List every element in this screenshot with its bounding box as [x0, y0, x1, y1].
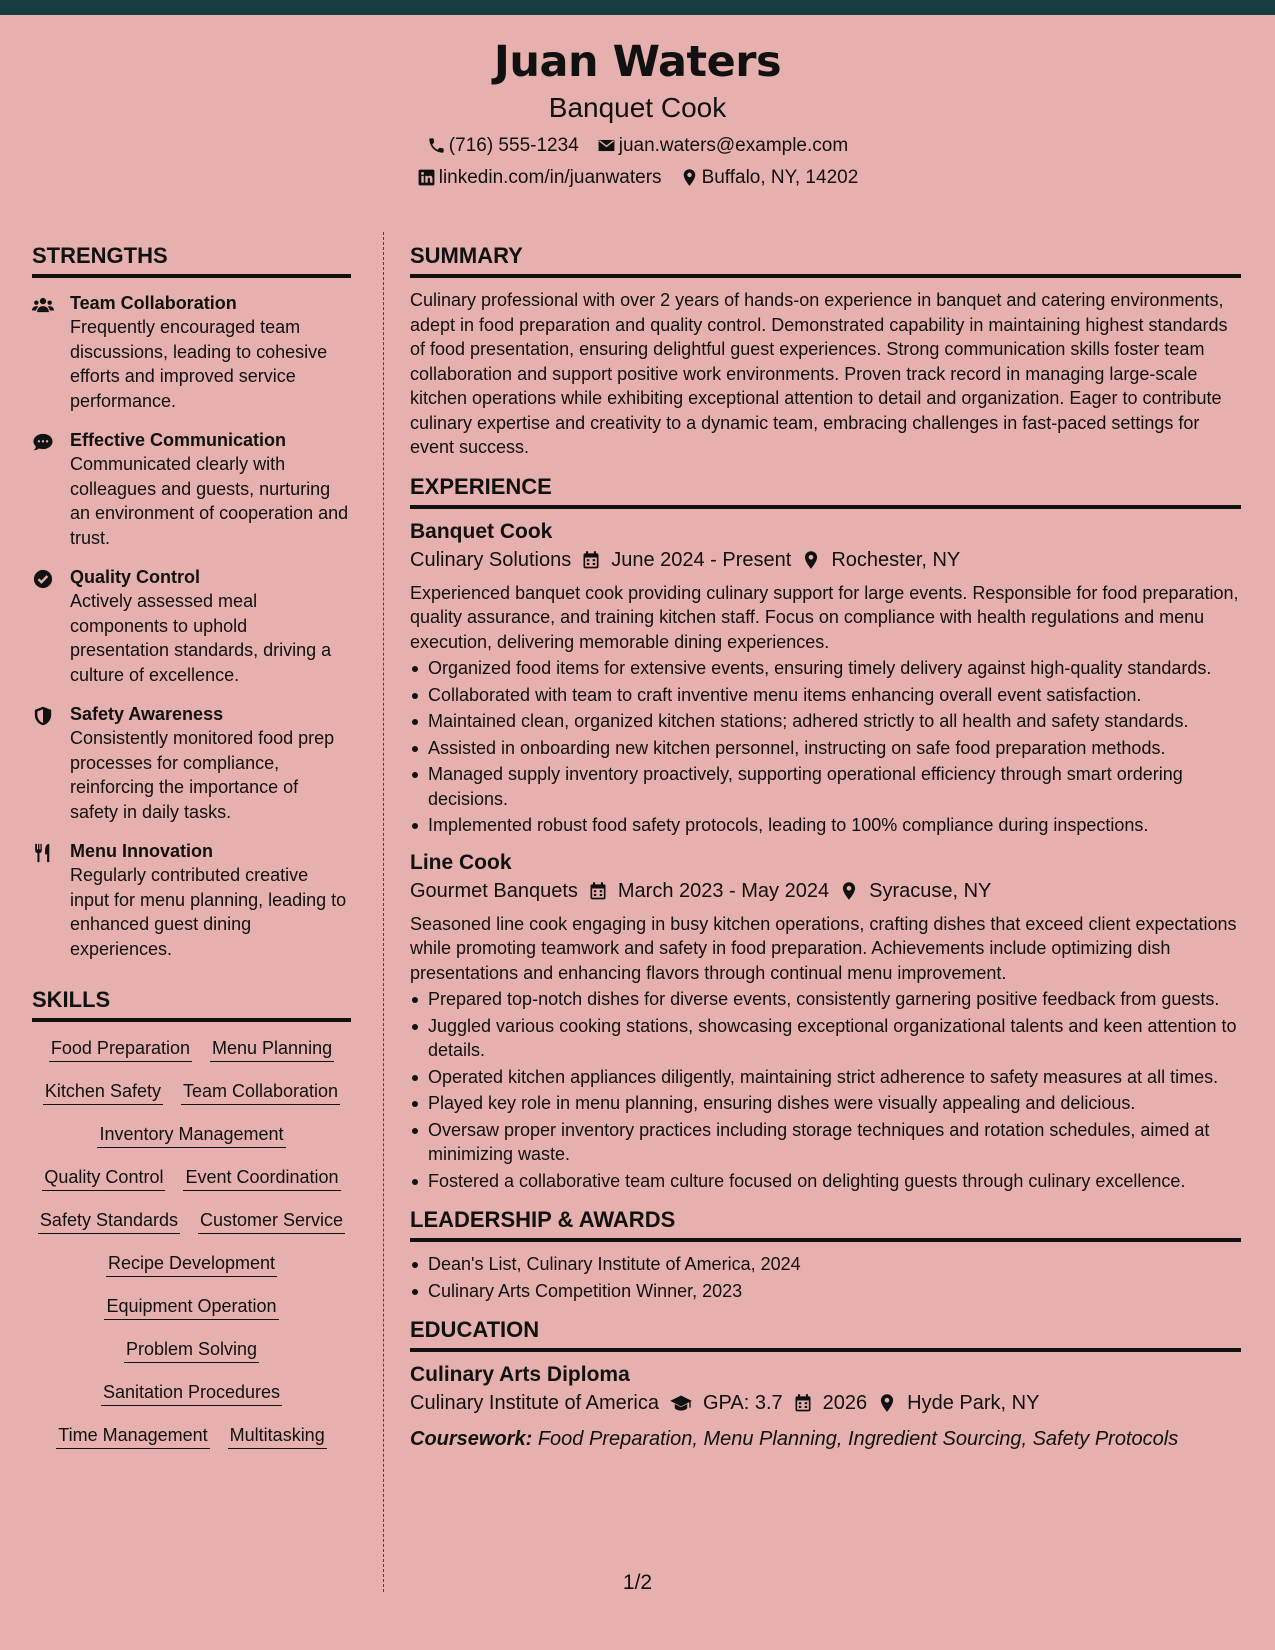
- skills-section: [32, 989, 351, 1449]
- summary-heading: SUMMARY: [410, 245, 1241, 278]
- job-company: Culinary Solutions: [410, 548, 572, 571]
- column-divider: [383, 232, 384, 1592]
- phone-icon: [427, 136, 446, 155]
- job-bullet: Prepared top-notch dishes for diverse events, consistently garnering positive feedback from guests.: [410, 987, 1241, 1012]
- strengths-section: [32, 245, 351, 961]
- linkedin-text[interactable]: linkedin.com/in/juanwaters: [438, 167, 662, 188]
- skill-tag: Time Management: [56, 1423, 209, 1449]
- calendar-icon: [793, 1393, 813, 1413]
- job-bullet: Managed supply inventory proactively, supporting operational efficiency through smart ordering decisions.: [410, 762, 1241, 811]
- users-icon: [32, 292, 56, 413]
- job-title: Line Cook: [410, 850, 512, 874]
- job-bullet: Fostered a collaborative team culture focused on delighting guests through culinary excellence.: [410, 1169, 1241, 1194]
- candidate-name: Juan Waters: [493, 37, 782, 87]
- job-bullet: Maintained clean, organized kitchen stations; adhered strictly to all health and safety standards.: [410, 709, 1241, 734]
- linkedin-icon: [417, 168, 436, 187]
- job-meta: [410, 545, 1241, 575]
- job-bullet: Played key role in menu planning, ensuring dishes were visually appealing and delicious.: [410, 1091, 1241, 1116]
- gpa: GPA: 3.7: [703, 1392, 783, 1414]
- graduation-year: 2026: [822, 1392, 868, 1414]
- job-bullet: Implemented robust food safety protocols, leading to 100% compliance during inspections.: [410, 813, 1241, 838]
- skill-tag: Quality Control: [42, 1165, 165, 1191]
- strength-description: Communicated clearly with colleagues and guests, nurturing an environment of cooperation and trust.: [70, 454, 349, 548]
- shield-icon: [32, 703, 56, 824]
- job-meta: [410, 876, 1241, 906]
- skills-list: [32, 1036, 351, 1449]
- location-contact: [680, 168, 859, 187]
- job-bullet: Assisted in onboarding new kitchen personnel, instructing on safe food preparation methods.: [410, 736, 1241, 761]
- job-location: Syracuse, NY: [869, 879, 992, 902]
- strength-title: Team Collaboration: [70, 293, 237, 313]
- envelope-icon: [597, 136, 616, 155]
- map-marker-icon: [680, 168, 699, 187]
- award-item: Culinary Arts Competition Winner, 2023: [410, 1279, 1241, 1304]
- skill-tag: Kitchen Safety: [43, 1079, 163, 1105]
- strength-item: [32, 292, 351, 413]
- linkedin-contact[interactable]: [417, 168, 662, 187]
- skill-tag: Customer Service: [198, 1208, 345, 1234]
- skill-tag: Team Collaboration: [181, 1079, 340, 1105]
- education-heading: EDUCATION: [410, 1319, 1241, 1352]
- leadership-list: [410, 1252, 1241, 1303]
- skill-tag: Inventory Management: [97, 1122, 285, 1148]
- job-bullet: Operated kitchen appliances diligently, maintaining strict adherence to safety measures at all times.: [410, 1065, 1241, 1090]
- job-bullets: [410, 987, 1241, 1193]
- strength-title: Safety Awareness: [70, 704, 224, 724]
- strength-description: Consistently monitored food prep processes for compliance, reinforcing the importance of safety in daily tasks.: [70, 728, 335, 822]
- map-marker-icon: [877, 1393, 897, 1413]
- skill-tag: Equipment Operation: [104, 1294, 278, 1320]
- strengths-list: [32, 292, 351, 961]
- degree-title: Culinary Arts Diploma: [410, 1363, 630, 1386]
- job-bullet: Collaborated with team to craft inventive menu items enhancing overall event satisfaction.: [410, 683, 1241, 708]
- job-entry: [410, 850, 1241, 1194]
- phone-contact: [427, 136, 579, 155]
- page-number: 1/2: [622, 1571, 653, 1594]
- school-name: Culinary Institute of America: [410, 1392, 659, 1414]
- skill-tag: Multitasking: [228, 1423, 327, 1449]
- calendar-icon: [588, 881, 608, 901]
- skill-tag: Event Coordination: [183, 1165, 340, 1191]
- strength-title: Effective Communication: [70, 430, 287, 450]
- coursework: [410, 1424, 1241, 1454]
- experience-heading: EXPERIENCE: [410, 476, 1241, 509]
- contact-row-2: [0, 168, 1275, 187]
- skill-tag: Recipe Development: [106, 1251, 277, 1277]
- job-dates: June 2024 - Present: [611, 548, 792, 571]
- skill-tag: Safety Standards: [38, 1208, 180, 1234]
- strength-description: Actively assessed meal components to uphold presentation standards, driving a culture of excellence.: [70, 591, 332, 685]
- coursework-label: Coursework:: [410, 1428, 533, 1450]
- location-text: Buffalo, NY, 14202: [701, 167, 859, 188]
- job-description: Experienced banquet cook providing culinary support for large events. Responsible for food preparation, quality assurance, and training kitchen staff. Focus on compliance with health regulations and menu execution, delivering memorable dining experiences.: [410, 582, 1239, 652]
- summary-section: [410, 245, 1241, 460]
- email-contact[interactable]: [597, 136, 848, 155]
- phone-text: (716) 555-1234: [448, 135, 579, 156]
- award-item: Dean's List, Culinary Institute of America, 2024: [410, 1252, 1241, 1277]
- strengths-heading: STRENGTHS: [32, 245, 351, 278]
- check-circle-icon: [32, 566, 56, 687]
- job-bullets: [410, 656, 1241, 838]
- leadership-heading: LEADERSHIP & AWARDS: [410, 1209, 1241, 1242]
- job-dates: March 2023 - May 2024: [617, 879, 830, 902]
- job-entry: [410, 519, 1241, 838]
- job-description: Seasoned line cook engaging in busy kitchen operations, crafting dishes that exceed client expectations while promoting teamwork and safety in food preparation. Achievements include optimizing dish presentations and enhancing flavors through continual menu improvement.: [410, 913, 1237, 983]
- strength-description: Frequently encouraged team discussions, leading to cohesive efforts and improved service performance.: [70, 317, 328, 411]
- coursework-list: Food Preparation, Menu Planning, Ingredient Sourcing, Safety Protocols: [537, 1428, 1179, 1450]
- job-title: Banquet Cook: [410, 519, 553, 543]
- skill-tag: Problem Solving: [124, 1337, 259, 1363]
- strength-item: [32, 429, 351, 550]
- calendar-icon: [581, 550, 601, 570]
- skills-heading: SKILLS: [32, 989, 351, 1022]
- leadership-section: [410, 1209, 1241, 1303]
- top-color-bar: [0, 0, 1275, 15]
- experience-section: [410, 473, 1241, 1194]
- graduation-cap-icon: [669, 1393, 693, 1413]
- strength-item: [32, 703, 351, 824]
- school-location: Hyde Park, NY: [907, 1392, 1040, 1414]
- contact-row-1: [0, 136, 1275, 155]
- strength-description: Regularly contributed creative input for menu planning, leading to enhanced guest dining experiences.: [70, 865, 347, 959]
- job-bullet: Oversaw proper inventory practices including storage techniques and rotation schedules, aimed at minimizing waste.: [410, 1118, 1241, 1167]
- strength-item: [32, 840, 351, 961]
- job-company: Gourmet Banquets: [410, 879, 578, 902]
- utensils-icon: [32, 840, 56, 961]
- strength-item: [32, 566, 351, 687]
- right-column: [410, 245, 1241, 1470]
- resume-header: [0, 15, 1275, 205]
- map-marker-icon: [801, 550, 821, 570]
- comment-icon: [32, 429, 56, 550]
- skill-tag: Sanitation Procedures: [101, 1380, 282, 1406]
- left-column: [32, 245, 351, 1449]
- skill-tag: Menu Planning: [210, 1036, 334, 1062]
- summary-text: Culinary professional with over 2 years of hands-on experience in banquet and catering environments, adept in food preparation and quality control. Demonstrated capability in maintaining highest standards of food presentation, ensuring delightful guest experiences. Strong communication skills foster team collaboration and support positive work environments. Proven track record in managing large-scale kitchen operations while exhibiting exceptional attention to detail and organization. Eager to contribute culinary expertise and creativity to a dynamic team, embracing challenges in fast-paced settings for event success.: [410, 290, 1228, 457]
- email-text[interactable]: juan.waters@example.com: [618, 135, 849, 156]
- education-meta: [410, 1388, 1241, 1418]
- strength-title: Menu Innovation: [70, 841, 213, 861]
- strength-title: Quality Control: [70, 567, 200, 587]
- skill-tag: Food Preparation: [49, 1036, 192, 1062]
- candidate-title: Banquet Cook: [548, 92, 727, 123]
- map-marker-icon: [839, 881, 859, 901]
- job-bullet: Organized food items for extensive events, ensuring timely delivery against high-quality standards.: [410, 656, 1241, 681]
- job-location: Rochester, NY: [831, 548, 961, 571]
- job-bullet: Juggled various cooking stations, showcasing exceptional organizational talents and keen attention to details.: [410, 1014, 1241, 1063]
- education-section: [410, 1319, 1241, 1454]
